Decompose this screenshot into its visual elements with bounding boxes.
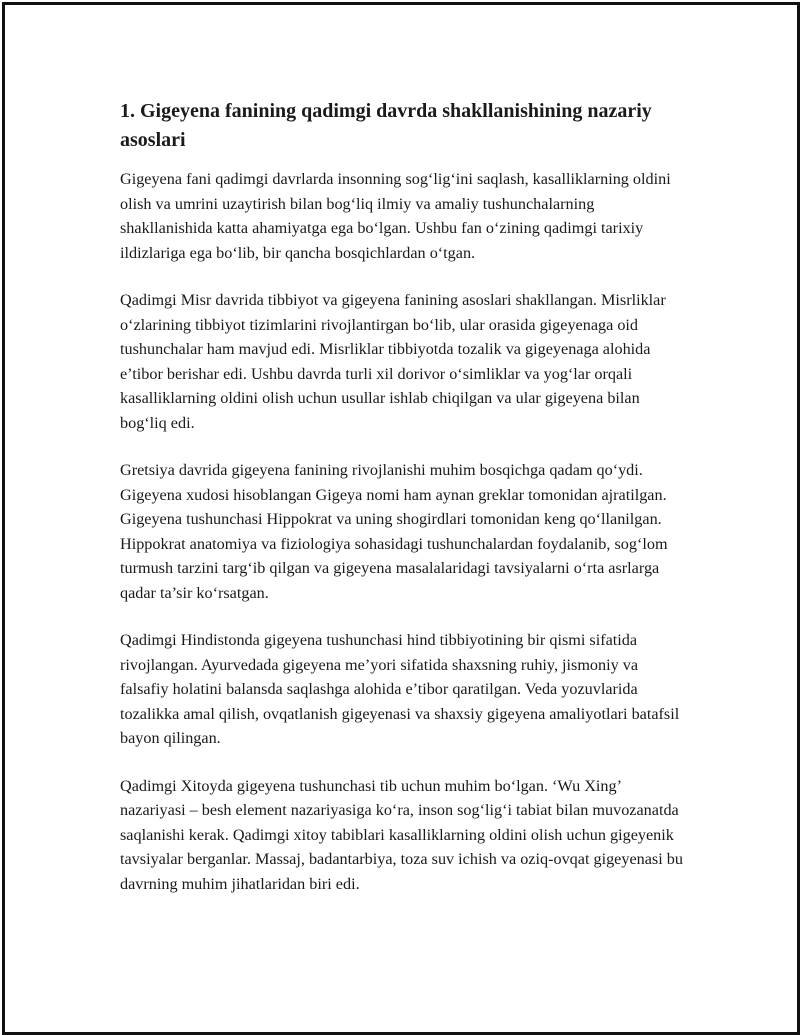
paragraph-china: Qadimgi Xitoyda gigeyena tushunchasi tib uchun muhim bo‘lgan. ‘Wu Xing’ nazariyasi – besh element nazariyasiga ko‘ra, inson sog‘lig‘i tabiat bilan muvozanatda saqlanishi kerak. Qadimgi xitoy tabiblari kasalliklarning oldini olish uchun gigeyenik tavsiyalar berganlar. Massaj, badantarbiya, toza suv ichish va oziq-ovqat gigeyenasi bu davrning muhim jihatlaridan biri edi. [120, 776, 683, 893]
page-frame [2, 2, 800, 1035]
paragraph-egypt: Qadimgi Misr davrida tibbiyot va gigeyena fanining asoslari shakllangan. Misrliklar o‘zlarining tibbiyot tizimlarini rivojlantirgan bo‘lib, ular orasida gigeyenaga oid tushunchalar ham mavjud edi. Misrliklar tibbiyotda tozalik va gigeyenaga alohida e’tibor berishar edi. Ushbu davrda turli xil dorivor o‘simliklar va yog‘lar orqali kasalliklarning oldini olish uchun usullar ishlab chiqilgan va ular gigeyena bilan bog‘liq edi. [120, 291, 666, 432]
paragraph-greece: Gretsiya davrida gigeyena fanining rivojlanishi muhim bosqichga qadam qo‘ydi. Gigeyena xudosi hisoblangan Gigeya nomi ham aynan greklar tomonidan ajratilgan. Gigeyena tushunchasi Hippokrat va uning shogirdlari tomonidan keng qo‘llanilgan. Hippokrat anatomiya va fiziologiya sohasidagi tushunchalardan foydalanib, sog‘lom turmush tarzini targ‘ib qilgan va gigeyena masalalaridagi tavsiyalarni o‘rta asrlarga qadar ta’sir ko‘rsatgan. [120, 461, 668, 602]
paragraph-india: Qadimgi Hindistonda gigeyena tushunchasi hind tibbiyotining bir qismi sifatida rivojlangan. Ayurvedada gigeyena me’yori sifatida shaxsning ruhiy, jismoniy va falsafiy holatini balansda saqlashga alohida e’tibor qaratilgan. Veda yozuvlarida tozalikka amal qilish, ovqatlanish gigeyenasi va shaxsiy gigeyena amaliyotlari batafsil bayon qilingan. [120, 631, 680, 747]
document-title: 1. Gigeyena fanining qadimgi davrda shakllanishining nazariy asoslari [120, 100, 652, 151]
document-body [120, 97, 690, 919]
paragraph-intro: Gigeyena fani qadimgi davrlarda insonning sog‘lig‘ini saqlash, kasalliklarning oldini olish va umrini uzaytirish bilan bog‘liq ilmiy va amaliy tushunchalarning shakllanishida katta ahamiyatga ega bo‘lgan. Ushbu fan o‘zining qadimgi tarixiy ildizlariga ega bo‘lib, bir qancha bosqichlardan o‘tgan. [120, 170, 671, 262]
